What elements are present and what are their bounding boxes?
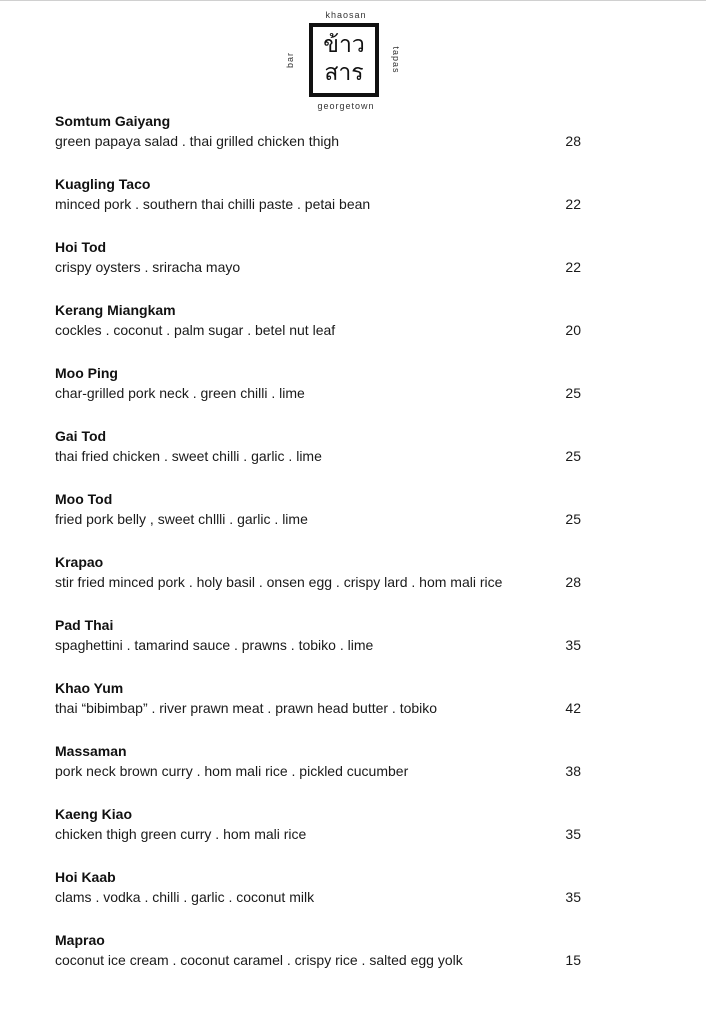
item-price: 42: [565, 700, 581, 716]
item-name: Somtum Gaiyang: [55, 113, 171, 129]
item-description: pork neck brown curry . hom mali rice . pickled cucumber: [55, 763, 409, 779]
item-price: 35: [565, 637, 581, 653]
menu-item: [55, 930, 585, 993]
item-description: chicken thigh green curry . hom mali rice: [55, 826, 307, 842]
logo-right-text: tapas: [391, 46, 401, 74]
item-name: Krapao: [55, 554, 104, 570]
item-description: coconut ice cream . coconut caramel . crispy rice . salted egg yolk: [55, 952, 463, 968]
item-description: spaghettini . tamarind sauce . prawns . tobiko . lime: [55, 637, 374, 653]
item-price: 25: [565, 385, 581, 401]
item-description: fried pork belly , sweet chllli . garlic . lime: [55, 511, 308, 527]
logo-thai-line1: ข้าว: [323, 32, 365, 58]
item-description: thai fried chicken . sweet chilli . garlic . lime: [55, 448, 322, 464]
item-description: cockles . coconut . palm sugar . betel nut leaf: [55, 322, 336, 338]
menu-item: [55, 552, 585, 615]
item-description: char-grilled pork neck . green chilli . lime: [55, 385, 305, 401]
menu-item: [55, 300, 585, 363]
item-price: 28: [565, 574, 581, 590]
item-description: crispy oysters . sriracha mayo: [55, 259, 241, 275]
item-name: Gai Tod: [55, 428, 107, 444]
item-name: Hoi Tod: [55, 239, 107, 255]
item-name: Massaman: [55, 743, 127, 759]
restaurant-logo: [284, 10, 408, 112]
item-price: 35: [565, 889, 581, 905]
top-rule: [0, 0, 706, 1]
logo-thai-line2: สาร: [324, 60, 364, 86]
item-name: Kerang Miangkam: [55, 302, 176, 318]
menu-item: [55, 804, 585, 867]
item-price: 20: [565, 322, 581, 338]
item-price: 28: [565, 133, 581, 149]
menu-item: [55, 363, 585, 426]
menu-item: [55, 615, 585, 678]
menu-item: [55, 741, 585, 804]
menu-item: [55, 426, 585, 489]
logo-box: [309, 23, 379, 97]
logo-left-text: bar: [285, 51, 295, 69]
item-price: 25: [565, 511, 581, 527]
item-price: 35: [565, 826, 581, 842]
item-price: 38: [565, 763, 581, 779]
item-name: Hoi Kaab: [55, 869, 116, 885]
menu-item: [55, 489, 585, 552]
item-name: Pad Thai: [55, 617, 114, 633]
logo-bottom-text: georgetown: [317, 101, 375, 111]
menu-item: [55, 174, 585, 237]
logo-top-text: khaosan: [325, 10, 367, 20]
item-name: Kuagling Taco: [55, 176, 151, 192]
menu-item: [55, 867, 585, 930]
item-description: clams . vodka . chilli . garlic . coconut milk: [55, 889, 315, 905]
item-price: 22: [565, 259, 581, 275]
menu-item: [55, 678, 585, 741]
item-description: thai “bibimbap” . river prawn meat . prawn head butter . tobiko: [55, 700, 438, 716]
menu-item: [55, 111, 585, 174]
item-price: 22: [565, 196, 581, 212]
item-name: Moo Ping: [55, 365, 118, 381]
item-description: green papaya salad . thai grilled chicken thigh: [55, 133, 340, 149]
item-name: Maprao: [55, 932, 105, 948]
item-name: Khao Yum: [55, 680, 124, 696]
item-price: 25: [565, 448, 581, 464]
item-description: minced pork . southern thai chilli paste . petai bean: [55, 196, 371, 212]
item-name: Moo Tod: [55, 491, 113, 507]
menu-list: [55, 111, 585, 993]
item-name: Kaeng Kiao: [55, 806, 133, 822]
item-description: stir fried minced pork . holy basil . onsen egg . crispy lard . hom mali rice: [55, 574, 503, 590]
menu-item: [55, 237, 585, 300]
item-price: 15: [565, 952, 581, 968]
